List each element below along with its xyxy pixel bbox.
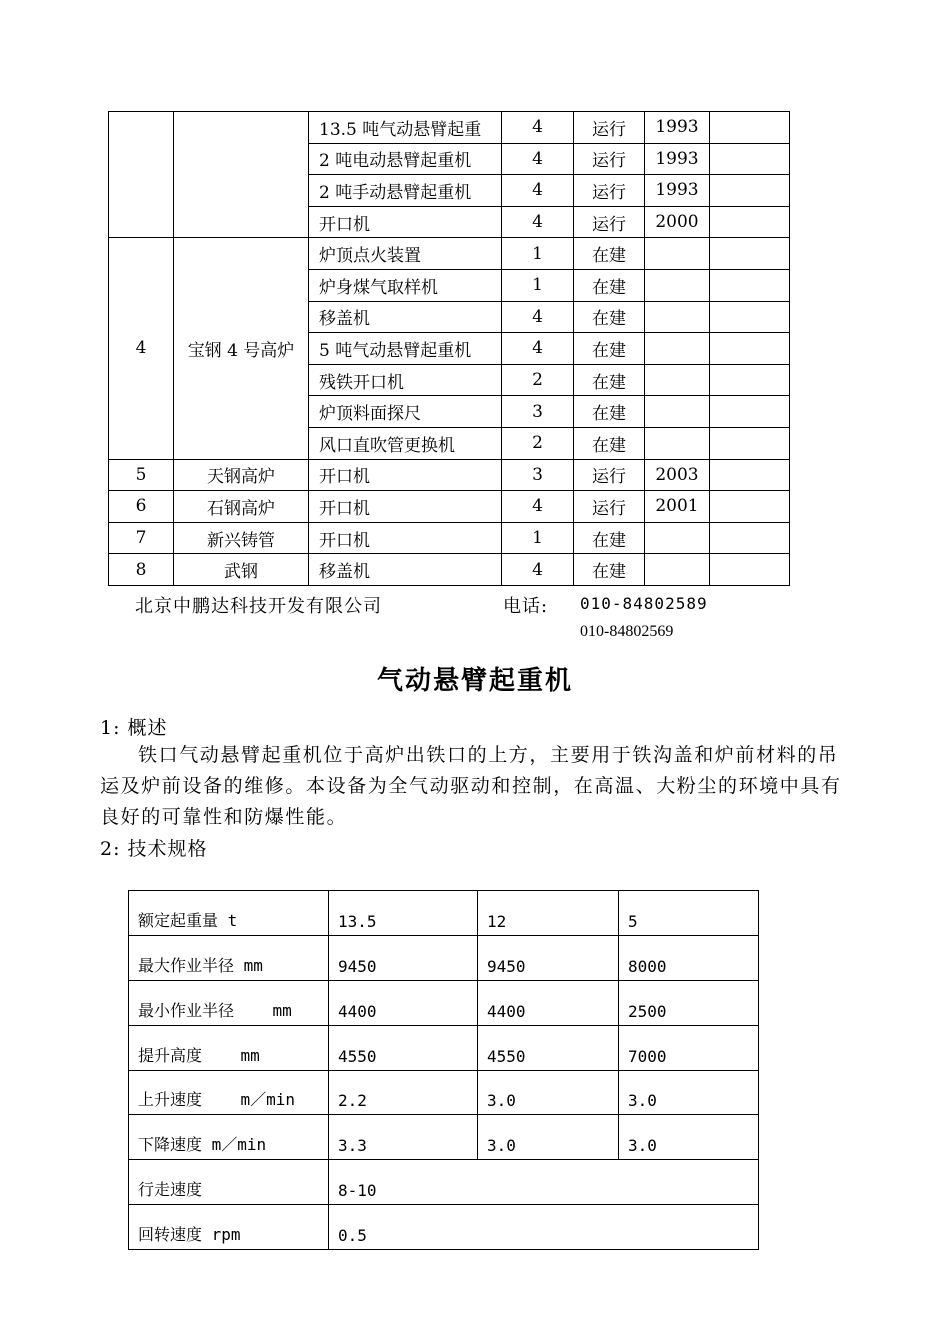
note bbox=[710, 238, 790, 270]
year: 2000 bbox=[645, 206, 710, 238]
spec-value: 8000 bbox=[619, 935, 759, 980]
note bbox=[710, 112, 790, 144]
spec-value: 3.0 bbox=[478, 1070, 619, 1115]
note bbox=[710, 522, 790, 554]
spec-value: 8-10 bbox=[329, 1160, 759, 1205]
quantity: 4 bbox=[502, 112, 574, 144]
status: 运行 bbox=[574, 112, 645, 144]
status: 在建 bbox=[574, 396, 645, 428]
note bbox=[710, 333, 790, 365]
quantity: 1 bbox=[502, 238, 574, 270]
spec-value: 3.3 bbox=[329, 1115, 478, 1160]
heading-specs: 2: 技术规格 bbox=[100, 838, 208, 860]
spec-table bbox=[128, 890, 759, 1250]
table-row bbox=[129, 1205, 759, 1250]
equipment-name: 开口机 bbox=[309, 206, 502, 238]
spec-value: 5 bbox=[619, 891, 759, 936]
status: 在建 bbox=[574, 554, 645, 586]
spec-value: 7000 bbox=[619, 1025, 759, 1070]
row-number: 6 bbox=[109, 491, 174, 523]
spec-value: 3.0 bbox=[478, 1115, 619, 1160]
quantity: 4 bbox=[502, 491, 574, 523]
table-row bbox=[129, 1160, 759, 1205]
equipment-name: 炉顶点火装置 bbox=[309, 238, 502, 270]
year: 1993 bbox=[645, 175, 710, 207]
note bbox=[710, 175, 790, 207]
phone-label: 电话: bbox=[503, 596, 549, 617]
status: 在建 bbox=[574, 364, 645, 396]
spec-label: 回转速度 rpm bbox=[129, 1205, 329, 1250]
status: 在建 bbox=[574, 238, 645, 270]
company-name: 北京中鹏达科技开发有限公司 bbox=[135, 596, 382, 617]
year bbox=[645, 269, 710, 301]
row-number: 5 bbox=[109, 459, 174, 491]
overview-paragraph: 铁口气动悬臂起重机位于高炉出铁口的上方，主要用于铁沟盖和炉前材料的吊运及炉前设备的维修。本设备为全气动驱动和控制，在高温、大粉尘的环境中具有良好的可靠性和防爆性能。 bbox=[100, 744, 842, 828]
year bbox=[645, 301, 710, 333]
spec-value: 0.5 bbox=[329, 1205, 759, 1250]
table-row bbox=[129, 1070, 759, 1115]
note bbox=[710, 143, 790, 175]
quantity: 1 bbox=[502, 269, 574, 301]
spec-value: 12 bbox=[478, 891, 619, 936]
equipment-name: 炉身煤气取样机 bbox=[309, 269, 502, 301]
status: 运行 bbox=[574, 491, 645, 523]
year: 1993 bbox=[645, 112, 710, 144]
spec-label: 最小作业半径 mm bbox=[129, 980, 329, 1025]
phone-number-1: 010-84802589 bbox=[580, 594, 708, 613]
phone-number-2: 010-84802569 bbox=[580, 623, 674, 640]
equipment-name: 移盖机 bbox=[309, 301, 502, 333]
site-name bbox=[174, 112, 309, 238]
quantity: 3 bbox=[502, 459, 574, 491]
year bbox=[645, 554, 710, 586]
spec-value: 2500 bbox=[619, 980, 759, 1025]
equipment-name: 残铁开口机 bbox=[309, 364, 502, 396]
quantity: 4 bbox=[502, 206, 574, 238]
equipment-name: 2 吨手动悬臂起重机 bbox=[309, 175, 502, 207]
table-row bbox=[109, 112, 790, 144]
status: 在建 bbox=[574, 427, 645, 459]
equipment-name: 开口机 bbox=[309, 459, 502, 491]
note bbox=[710, 206, 790, 238]
table-row bbox=[129, 1115, 759, 1160]
row-number bbox=[109, 112, 174, 238]
status: 运行 bbox=[574, 143, 645, 175]
site-name: 武钢 bbox=[174, 554, 309, 586]
quantity: 4 bbox=[502, 554, 574, 586]
spec-value: 4550 bbox=[478, 1025, 619, 1070]
spec-value: 4550 bbox=[329, 1025, 478, 1070]
note bbox=[710, 491, 790, 523]
heading-overview: 1: 概述 bbox=[100, 717, 168, 739]
equipment-name: 风口直吹管更换机 bbox=[309, 427, 502, 459]
equipment-table bbox=[108, 111, 790, 586]
site-name: 天钢高炉 bbox=[174, 459, 309, 491]
status: 运行 bbox=[574, 206, 645, 238]
spec-value: 9450 bbox=[478, 935, 619, 980]
quantity: 3 bbox=[502, 396, 574, 428]
note bbox=[710, 269, 790, 301]
equipment-name: 13.5 吨气动悬臂起重 bbox=[309, 112, 502, 144]
site-name: 石钢高炉 bbox=[174, 491, 309, 523]
equipment-name: 炉顶料面探尺 bbox=[309, 396, 502, 428]
note bbox=[710, 364, 790, 396]
note bbox=[710, 301, 790, 333]
table-row bbox=[129, 980, 759, 1025]
spec-value: 3.0 bbox=[619, 1070, 759, 1115]
year bbox=[645, 364, 710, 396]
spec-label: 最大作业半径 mm bbox=[129, 935, 329, 980]
year bbox=[645, 522, 710, 554]
table-row bbox=[109, 238, 790, 270]
quantity: 2 bbox=[502, 427, 574, 459]
row-number: 4 bbox=[109, 238, 174, 459]
table-row bbox=[109, 459, 790, 491]
status: 运行 bbox=[574, 459, 645, 491]
year bbox=[645, 333, 710, 365]
year bbox=[645, 396, 710, 428]
quantity: 1 bbox=[502, 522, 574, 554]
status: 在建 bbox=[574, 269, 645, 301]
equipment-name: 2 吨电动悬臂起重机 bbox=[309, 143, 502, 175]
spec-label: 提升高度 mm bbox=[129, 1025, 329, 1070]
equipment-name: 开口机 bbox=[309, 491, 502, 523]
table-row bbox=[109, 554, 790, 586]
quantity: 4 bbox=[502, 333, 574, 365]
status: 在建 bbox=[574, 333, 645, 365]
equipment-name: 移盖机 bbox=[309, 554, 502, 586]
table-row bbox=[129, 935, 759, 980]
spec-value: 4400 bbox=[329, 980, 478, 1025]
quantity: 4 bbox=[502, 143, 574, 175]
spec-value: 3.0 bbox=[619, 1115, 759, 1160]
status: 运行 bbox=[574, 175, 645, 207]
table-row bbox=[109, 522, 790, 554]
spec-label: 下降速度 m／min bbox=[129, 1115, 329, 1160]
note bbox=[710, 396, 790, 428]
note bbox=[710, 554, 790, 586]
year bbox=[645, 238, 710, 270]
site-name: 宝钢 4 号高炉 bbox=[174, 238, 309, 459]
site-name: 新兴铸管 bbox=[174, 522, 309, 554]
row-number: 8 bbox=[109, 554, 174, 586]
year: 1993 bbox=[645, 143, 710, 175]
table-row bbox=[129, 891, 759, 936]
equipment-name: 5 吨气动悬臂起重机 bbox=[309, 333, 502, 365]
section-title: 气动悬臂起重机 bbox=[376, 666, 573, 696]
spec-label: 行走速度 bbox=[129, 1160, 329, 1205]
year: 2001 bbox=[645, 491, 710, 523]
note bbox=[710, 427, 790, 459]
spec-value: 13.5 bbox=[329, 891, 478, 936]
note bbox=[710, 459, 790, 491]
quantity: 4 bbox=[502, 175, 574, 207]
spec-value: 4400 bbox=[478, 980, 619, 1025]
status: 在建 bbox=[574, 522, 645, 554]
year: 2003 bbox=[645, 459, 710, 491]
spec-value: 2.2 bbox=[329, 1070, 478, 1115]
spec-value: 9450 bbox=[329, 935, 478, 980]
status: 在建 bbox=[574, 301, 645, 333]
year bbox=[645, 427, 710, 459]
quantity: 2 bbox=[502, 364, 574, 396]
quantity: 4 bbox=[502, 301, 574, 333]
equipment-name: 开口机 bbox=[309, 522, 502, 554]
table-row bbox=[129, 1025, 759, 1070]
row-number: 7 bbox=[109, 522, 174, 554]
table-row bbox=[109, 491, 790, 523]
spec-label: 上升速度 m／min bbox=[129, 1070, 329, 1115]
spec-label: 额定起重量 t bbox=[129, 891, 329, 936]
